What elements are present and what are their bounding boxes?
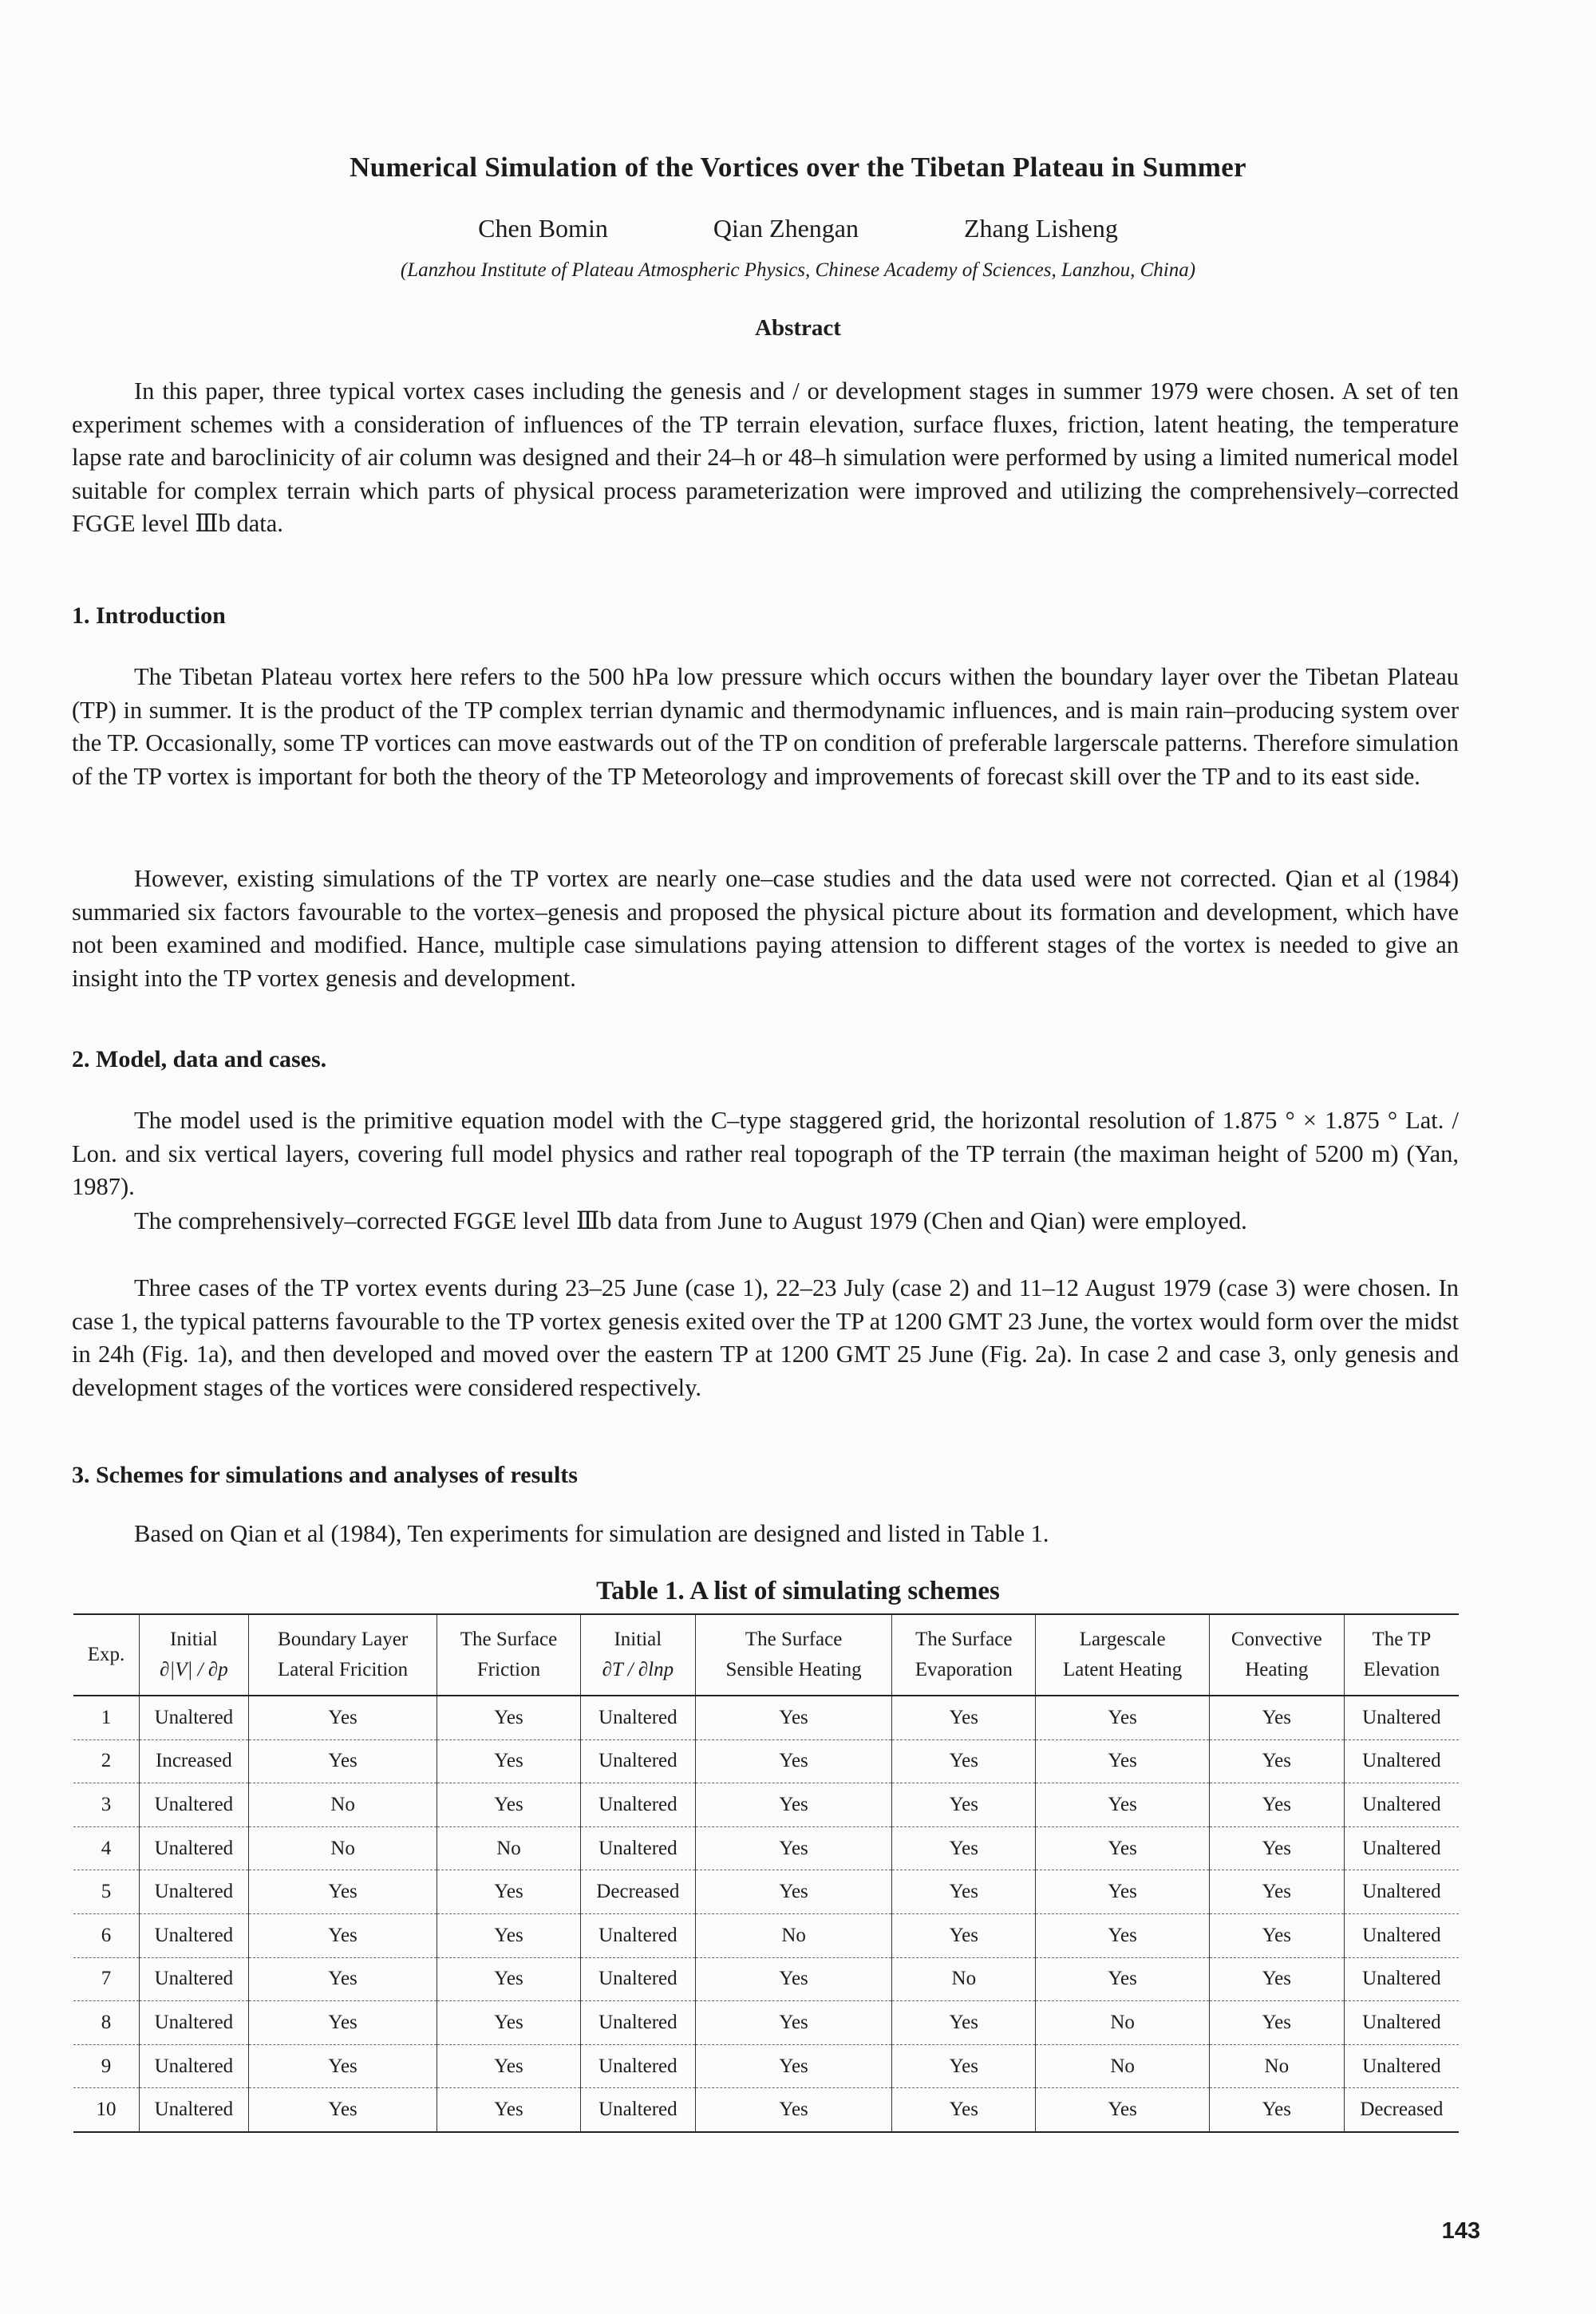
table-cell-exp: 10	[96, 2099, 117, 2121]
table-cell: Yes	[892, 1826, 1036, 1870]
table-cell: Yes	[437, 2088, 580, 2132]
header-evaporation: The Surface Evaporation	[892, 1614, 1036, 1696]
table-cell: Unaltered	[580, 1957, 695, 2001]
table-cell: Unaltered	[140, 1696, 249, 1739]
table-cell: Unaltered	[1344, 1739, 1459, 1783]
table-cell-exp: 1	[73, 1696, 140, 1739]
intro-paragraph-1: The Tibetan Plateau vortex here refers to the 500 hPa low pressure which occurs withen the boundary layer over the Tibetan Plateau (TP) in summer. It is the product of the TP complex terrian dynamic and thermodynamic influences, and is main rain–producing system over the TP. Occasionally, some TP vortices can move eastwards out of the TP on condition of preferable largerscale patterns. Therefore simulation of the TP vortex is important for both the theory of the TP Meteorology and improvements of forecast skill over the TP and to its east side.	[72, 663, 1459, 790]
table-cell: Yes	[1209, 1957, 1344, 2001]
table-cell: Yes	[1209, 1913, 1344, 1957]
table-row	[73, 1739, 1459, 1783]
table-cell-exp: 9	[73, 2044, 140, 2088]
table-cell: Yes	[892, 2088, 1036, 2132]
table-row	[73, 1913, 1459, 1957]
table-cell: Unaltered	[580, 1739, 695, 1783]
abstract-heading: Abstract	[755, 315, 841, 341]
table-cell: Yes	[1209, 1870, 1344, 1914]
table-cell: Yes	[696, 2001, 892, 2045]
table-caption: Table 1. A list of simulating schemes	[596, 1577, 1000, 1605]
model-paragraph-3: Three cases of the TP vortex events during 23–25 June (case 1), 22–23 July (case 2) and 11–12 August 1979 (case 3) were chosen. In case 1, the typical patterns favourable to the TP vortex genesis exited over the TP at 1200 GMT 23 June, the vortex would form over the midst in 24h (Fig. 1a), and then developed and moved over the eastern TP at 1200 GMT 25 June (Fig. 2a). In case 2 and case 3, only genesis and development stages of the vortices were considered respectively.	[72, 1274, 1459, 1401]
table-row	[73, 2044, 1459, 2088]
table-cell: Yes	[1036, 1957, 1209, 2001]
table-cell: Yes	[892, 1870, 1036, 1914]
author-1: Chen Bomin	[478, 214, 608, 243]
header-surface-friction: The Surface Friction	[437, 1614, 580, 1696]
table-row	[73, 1957, 1459, 2001]
table-cell: Yes	[892, 1913, 1036, 1957]
table-cell: Yes	[437, 2001, 580, 2045]
table-cell: Unaltered	[580, 1826, 695, 1870]
table-cell: Yes	[437, 1739, 580, 1783]
table-cell: Unaltered	[1344, 2001, 1459, 2045]
table-cell: Yes	[892, 1739, 1036, 1783]
table-cell: Yes	[437, 1696, 580, 1739]
table-cell: Yes	[1036, 1826, 1209, 1870]
header-tp-elevation: The TP Elevation	[1344, 1614, 1459, 1696]
table-cell: Yes	[437, 1957, 580, 2001]
author-2: Qian Zhengan	[713, 214, 859, 243]
table-cell: Yes	[1209, 1783, 1344, 1827]
table-cell: Unaltered	[1344, 2044, 1459, 2088]
intro-paragraph-2: However, existing simulations of the TP vortex are nearly one–case studies and the data used were not corrected. Qian et al (1984) summaried six factors favourable to the vortex–genesis and proposed the physical picture about its formation and development, which have not been examined and modified. Hance, multiple case simulations paying attension to different stages of the vortex is needed to give an insight into the TP vortex genesis and development.	[72, 865, 1459, 992]
model-paragraph-2: The comprehensively–corrected FGGE level Ⅲb data from June to August 1979 (Chen and Qian) were employed.	[134, 1207, 1247, 1234]
table-row	[73, 2001, 1459, 2045]
abstract-text: In this paper, three typical vortex cases including the genesis and / or development stages in summer 1979 were chosen. A set of ten experiment schemes with a consideration of influences of the TP terrain elevation, surface fluxes, friction, latent heating, the temperature lapse rate and baroclinicity of air column was designed and their 24–h or 48–h simulation were performed by using a limited numerical model suitable for complex terrain which parts of physical process parameterization were improved and utilizing the comprehensively–corrected FGGE level Ⅲb data.	[72, 377, 1459, 537]
table-cell: Yes	[437, 2044, 580, 2088]
table-cell: Unaltered	[580, 2001, 695, 2045]
table-row	[73, 1783, 1459, 1827]
table-row	[73, 1870, 1459, 1914]
table-cell: Unaltered	[140, 2088, 249, 2132]
section-heading-schemes: 3. Schemes for simulations and analyses of results	[72, 1462, 578, 1488]
table-cell: No	[1036, 2001, 1209, 2045]
table-cell: Yes	[892, 1783, 1036, 1827]
table-cell: Yes	[1036, 1696, 1209, 1739]
table-cell: Yes	[248, 1913, 437, 1957]
page-number: 143	[1441, 2218, 1480, 2244]
table-cell: Yes	[248, 1696, 437, 1739]
table-cell: Yes	[1036, 1739, 1209, 1783]
table-cell: Unaltered	[140, 2044, 249, 2088]
affiliation: (Lanzhou Institute of Plateau Atmospheric Physics, Chinese Academy of Sciences, Lanzhou, China)	[400, 259, 1196, 281]
header-convective-heating: Convective Heating	[1209, 1614, 1344, 1696]
table-cell: Unaltered	[580, 1783, 695, 1827]
author-3: Zhang Lisheng	[963, 214, 1118, 243]
table-cell-exp: 4	[73, 1826, 140, 1870]
table-cell: Unaltered	[1344, 1870, 1459, 1914]
table-cell: Yes	[1209, 2001, 1344, 2045]
table-cell: Unaltered	[580, 2044, 695, 2088]
schemes-table	[73, 1613, 1459, 2133]
header-boundary-layer: Boundary Layer Lateral Fricition	[248, 1614, 437, 1696]
table-cell: Yes	[248, 2001, 437, 2045]
table-cell: Yes	[437, 1870, 580, 1914]
table-cell: Yes	[1209, 1826, 1344, 1870]
table-cell-exp: 6	[73, 1913, 140, 1957]
table-cell: Decreased	[1344, 2088, 1459, 2132]
table-cell: Yes	[248, 2088, 437, 2132]
table-cell: Yes	[1036, 1913, 1209, 1957]
table-cell: Unaltered	[1344, 1783, 1459, 1827]
table-cell: Yes	[696, 1870, 892, 1914]
table-cell: Unaltered	[1344, 1696, 1459, 1739]
table-cell: Unaltered	[580, 1913, 695, 1957]
table-cell-exp: 8	[73, 2001, 140, 2045]
table-cell: Increased	[140, 1739, 249, 1783]
table-cell: Unaltered	[140, 1957, 249, 2001]
table-cell: Yes	[1036, 1783, 1209, 1827]
table-cell: Yes	[696, 1957, 892, 2001]
table-cell: Yes	[248, 2044, 437, 2088]
schemes-paragraph-1: Based on Qian et al (1984), Ten experiments for simulation are designed and listed in Table 1.	[134, 1520, 1049, 1547]
table-cell: Unaltered	[140, 1870, 249, 1914]
table-cell: Unaltered	[580, 1696, 695, 1739]
table-cell: Decreased	[580, 1870, 695, 1914]
header-initial-lapse-rate: Initial ∂T / ∂lnp	[580, 1614, 695, 1696]
table-cell-exp: 7	[73, 1957, 140, 2001]
table-cell: Unaltered	[140, 1913, 249, 1957]
header-exp: Exp.	[73, 1614, 140, 1696]
table-cell: Yes	[696, 1826, 892, 1870]
table-cell: Yes	[248, 1957, 437, 2001]
table-cell: Yes	[248, 1739, 437, 1783]
table-cell: Yes	[1209, 2088, 1344, 2132]
table-cell: Yes	[1209, 1696, 1344, 1739]
section-heading-model: 2. Model, data and cases.	[72, 1046, 327, 1072]
table-body	[73, 1696, 1459, 2132]
table-cell: No	[248, 1826, 437, 1870]
table-row	[73, 2088, 1459, 2132]
table-cell: No	[1036, 2044, 1209, 2088]
table-header-row	[73, 1614, 1459, 1696]
table-cell: Yes	[1036, 1870, 1209, 1914]
table-cell: Unaltered	[140, 1826, 249, 1870]
header-sensible-heating: The Surface Sensible Heating	[696, 1614, 892, 1696]
table-row	[73, 1696, 1459, 1739]
table-cell: Yes	[892, 2001, 1036, 2045]
table-cell: Yes	[696, 1696, 892, 1739]
table-cell: Unaltered	[1344, 1913, 1459, 1957]
table-cell: Yes	[696, 1783, 892, 1827]
table-cell: Unaltered	[140, 1783, 249, 1827]
table-cell-exp: 3	[73, 1783, 140, 1827]
section-heading-introduction: 1. Introduction	[72, 602, 226, 629]
table-cell: Yes	[1036, 2088, 1209, 2132]
table-cell: Yes	[437, 1913, 580, 1957]
paper-title: Numerical Simulation of the Vortices over the Tibetan Plateau in Summer	[350, 152, 1246, 183]
table-cell: Yes	[892, 2044, 1036, 2088]
table-cell: Yes	[892, 1696, 1036, 1739]
author-list	[0, 214, 1596, 243]
table-cell: No	[892, 1957, 1036, 2001]
header-initial-wind-shear: Initial ∂|V| / ∂p	[140, 1614, 249, 1696]
table-cell: No	[437, 1826, 580, 1870]
header-latent-heating: Largescale Latent Heating	[1036, 1614, 1209, 1696]
table-cell: Unaltered	[1344, 1957, 1459, 2001]
table-cell: Yes	[248, 1870, 437, 1914]
table-row	[73, 1826, 1459, 1870]
table-cell: No	[1209, 2044, 1344, 2088]
table-cell: Unaltered	[140, 2001, 249, 2045]
table-cell: No	[248, 1783, 437, 1827]
table-cell: Yes	[696, 2044, 892, 2088]
table-cell-exp: 5	[73, 1870, 140, 1914]
table-cell: Unaltered	[580, 2088, 695, 2132]
model-paragraph-1: The model used is the primitive equation model with the C–type staggered grid, the horizontal resolution of 1.875 ° × 1.875 ° Lat. / Lon. and six vertical layers, covering full model physics and rather real topograph of the TP terrain (the maximan height of 5200 m) (Yan, 1987).	[72, 1107, 1459, 1200]
table-cell: Unaltered	[1344, 1826, 1459, 1870]
table-cell: Yes	[696, 1739, 892, 1783]
table-cell: Yes	[1209, 1739, 1344, 1783]
table-cell: Yes	[437, 1783, 580, 1827]
table-cell: No	[696, 1913, 892, 1957]
table-cell: Yes	[696, 2088, 892, 2132]
table-cell-exp: 2	[73, 1739, 140, 1783]
